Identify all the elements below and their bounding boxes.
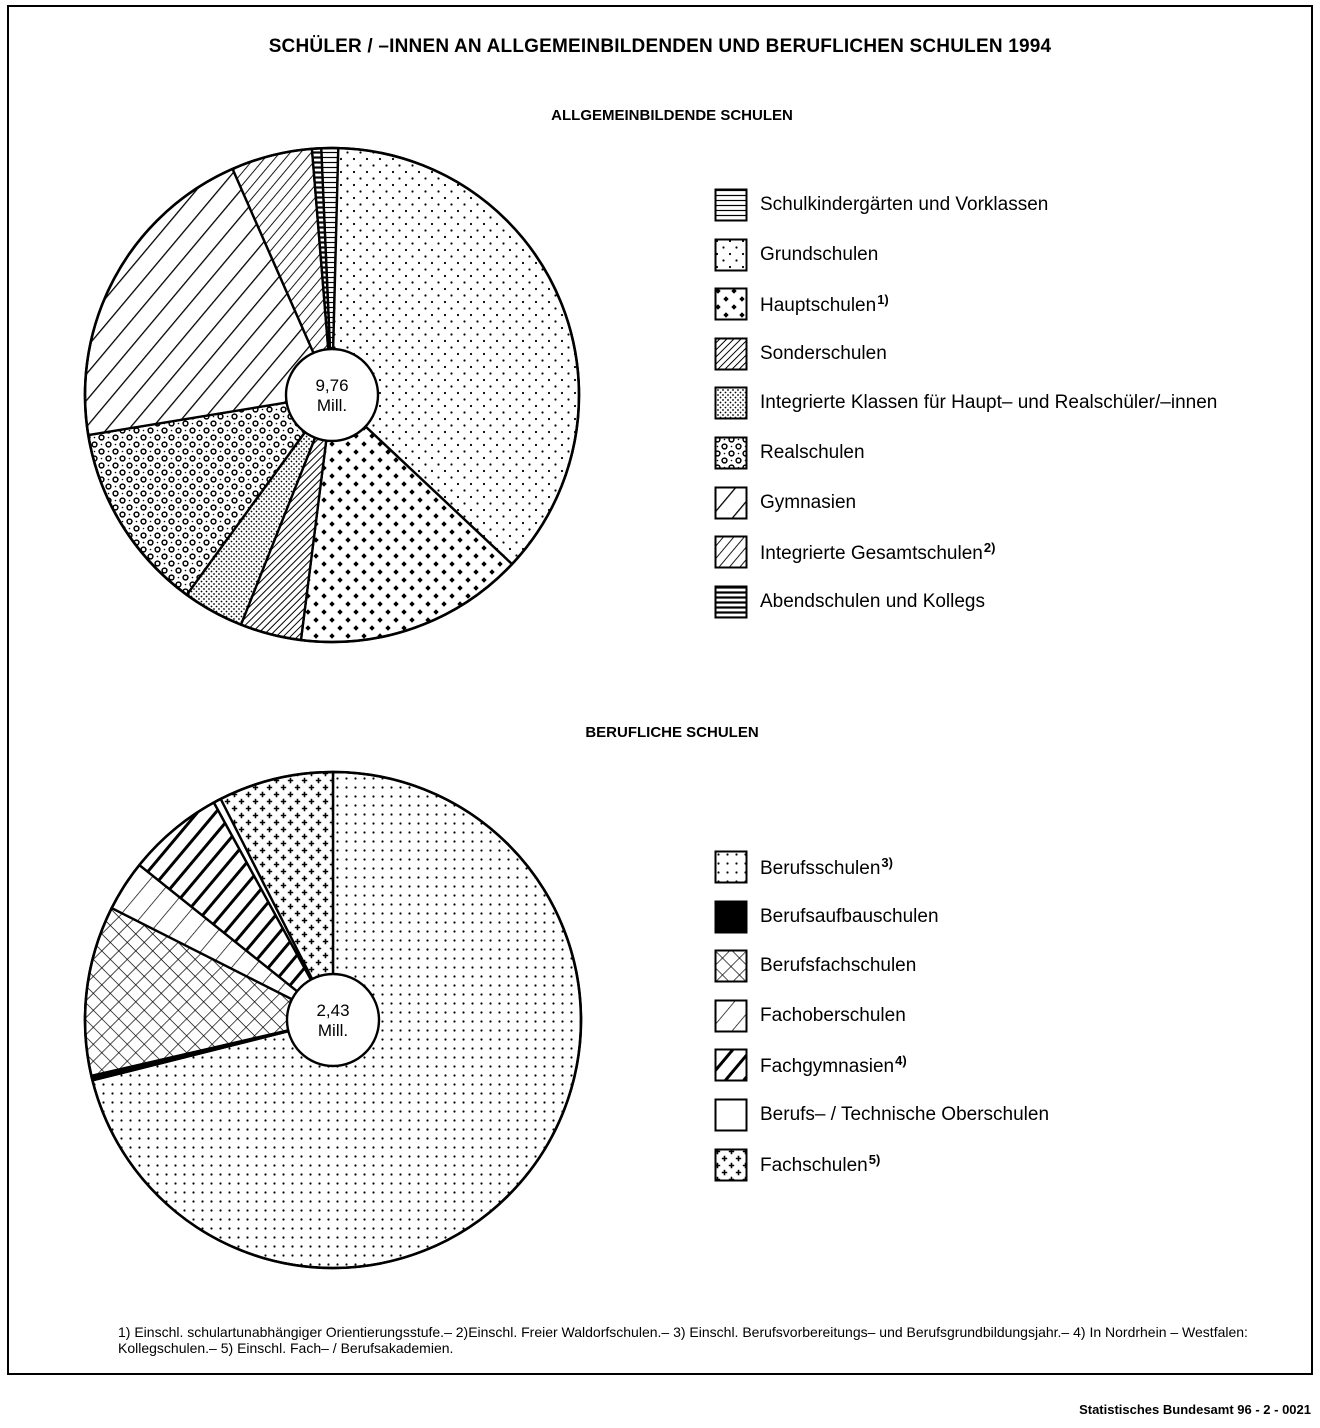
legend-label: Berufsschulen$^{3)}$	[760, 854, 893, 879]
footnotes: 1) Einschl. schulartunabhängiger Orientierungsstufe.– 2)Einschl. Freier Waldorfschulen.– 3) Einschl. Berufsvorbereitungs– und Berufsgrundbildungsjahr.– 4) In Nordrhein – Westfalen: Kollegschulen.– 5) Einschl. Fach– / Berufsakademien.	[118, 1324, 1248, 1356]
legend-item-fachoberschulen	[714, 998, 906, 1034]
legend-swatch	[714, 1148, 748, 1182]
legend-swatch	[714, 1048, 748, 1082]
legend-label: Abendschulen und Kollegs	[760, 590, 986, 612]
legend-item-integrierte-gesamtschulen	[714, 534, 995, 570]
legend-footnote-marker: 2)	[983, 539, 996, 555]
chart-title: SCHÜLER / –INNEN AN ALLGEMEINBILDENDEN UND BERUFLICHEN SCHULEN 1994	[268, 36, 1052, 57]
pie-center-value: 9,76	[315, 376, 349, 395]
legend-swatch	[714, 436, 748, 470]
legend-item-berufs-technische-oberschulen	[714, 1097, 1049, 1133]
pie-title-allgemeinbildende: ALLGEMEINBILDENDE SCHULEN	[551, 107, 793, 124]
legend-label: Sonderschulen	[760, 342, 887, 364]
legend-footnote-marker: 5)	[868, 1152, 881, 1168]
legend-item-fachschulen	[714, 1147, 880, 1183]
legend-label: Integrierte Klassen für Haupt– und Realschüler/–innen	[760, 392, 1218, 414]
pie-center-unit: Mill.	[316, 396, 348, 415]
legend-label: Gymnasien	[760, 491, 857, 513]
legend-swatch	[714, 486, 748, 520]
legend-swatch	[714, 238, 748, 272]
legend-swatch	[714, 337, 748, 371]
legend-label: Hauptschulen$^{1)}$	[760, 291, 889, 316]
legend-label: Integrierte Gesamtschulen$^{2)}$	[760, 539, 996, 564]
pie-title-berufliche: BERUFLICHE SCHULEN	[585, 724, 759, 741]
legend-swatch	[714, 900, 748, 934]
legend-item-abendschulen-und-kollegs	[714, 584, 985, 620]
legend-footnote-marker: 4)	[895, 1052, 907, 1068]
legend-label: Realschulen	[760, 442, 865, 463]
legend-item-sonderschulen	[714, 336, 887, 372]
legend-label: Fachschulen$^{5)}$	[760, 1152, 881, 1177]
legend-footnote-marker: 1)	[877, 291, 889, 307]
legend-swatch	[714, 287, 748, 321]
pie-berufliche	[85, 772, 581, 1268]
legend-item-fachgymnasien	[714, 1047, 907, 1083]
legend-item-grundschulen	[714, 237, 878, 273]
legend-label: Berufsaufbauschulen	[760, 905, 939, 927]
legend-item-gymnasien	[714, 485, 856, 521]
pie-center-unit: Mill.	[317, 1021, 349, 1040]
legend-swatch	[714, 1098, 748, 1132]
legend-label: Grundschulen	[760, 243, 879, 265]
legend-label: Fachoberschulen	[760, 1004, 906, 1026]
legend-swatch	[714, 585, 748, 619]
legend-item-schulkindergaerten-und-vorklassen	[714, 187, 1048, 223]
source-credit: Statistisches Bundesamt 96 - 2 - 0021	[1079, 1402, 1311, 1417]
legend-label: Fachgymnasien$^{4)}$	[760, 1052, 907, 1077]
legend-swatch	[714, 949, 748, 983]
legend-item-hauptschulen	[714, 286, 889, 322]
legend-swatch	[714, 535, 748, 569]
legend-label: Schulkindergärten und Vorklassen	[760, 194, 1049, 215]
legend-label: Berufsfachschulen	[760, 955, 917, 977]
legend-swatch	[714, 999, 748, 1033]
legend-item-berufsaufbauschulen	[714, 899, 939, 935]
legend-item-integrierte-klassen-fuer-haupt-und-realschueler-innen	[714, 385, 1217, 421]
legend-item-realschulen	[714, 435, 865, 471]
legend-item-berufsfachschulen	[714, 948, 916, 984]
legend-swatch	[714, 850, 748, 884]
pie-center-value: 2,43	[316, 1001, 350, 1020]
legend-item-berufsschulen	[714, 849, 893, 885]
legend-footnote-marker: 3)	[881, 854, 893, 870]
pie-center-circle	[286, 349, 378, 441]
pie-allgemeinbildende	[85, 148, 579, 642]
legend-swatch	[714, 188, 748, 222]
legend-swatch	[714, 386, 748, 420]
pie-center-circle	[287, 974, 379, 1066]
legend-label: Berufs– / Technische Oberschulen	[760, 1104, 1050, 1125]
